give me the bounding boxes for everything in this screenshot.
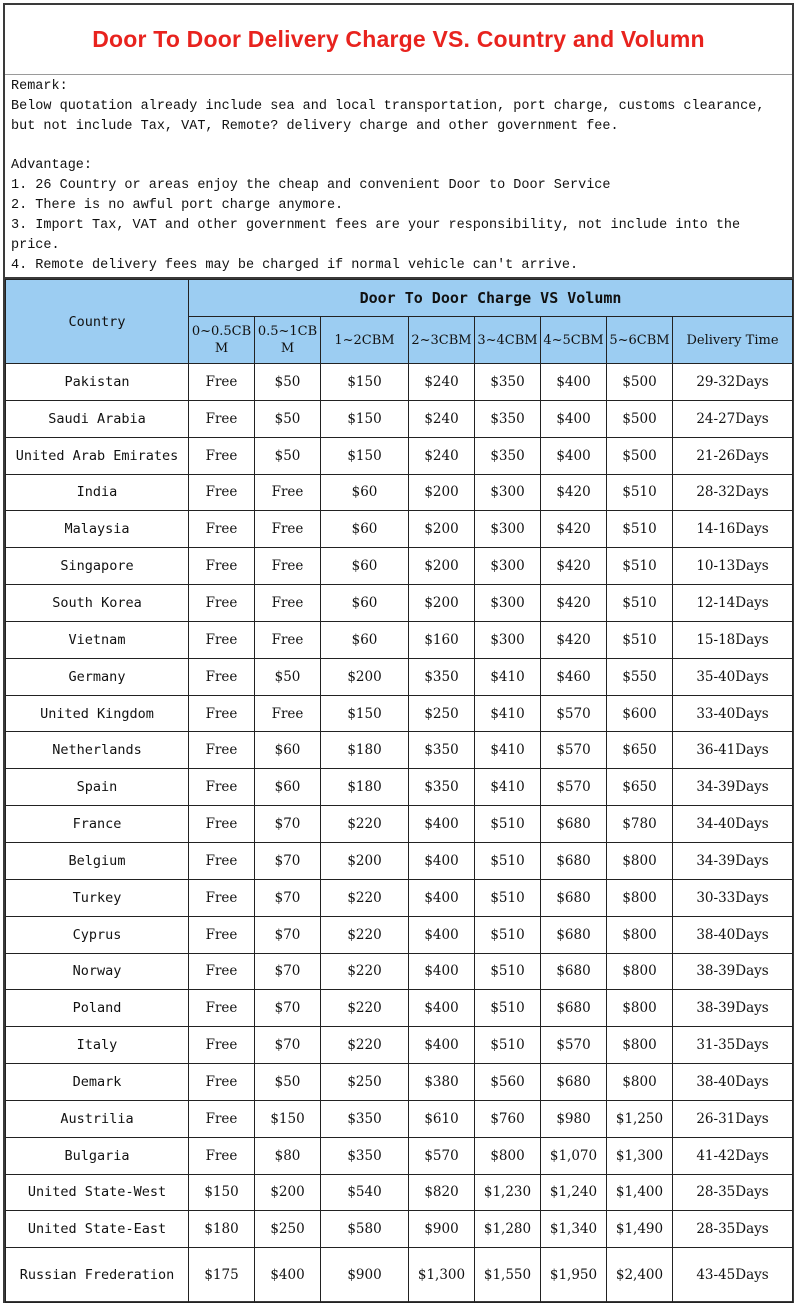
charge-cell: $70 bbox=[255, 990, 321, 1027]
table-row bbox=[6, 1027, 793, 1064]
charge-cell: $150 bbox=[321, 437, 409, 474]
charge-cell: $50 bbox=[255, 437, 321, 474]
delivery-time-cell: 24-27Days bbox=[673, 400, 793, 437]
country-header: Country bbox=[6, 280, 189, 364]
delivery-time-cell: 34-39Days bbox=[673, 769, 793, 806]
charge-cell: $250 bbox=[409, 695, 475, 732]
charge-cell: $1,250 bbox=[607, 1100, 673, 1137]
charge-cell: $60 bbox=[321, 548, 409, 585]
charge-cell: $510 bbox=[607, 621, 673, 658]
charge-cell: $500 bbox=[607, 400, 673, 437]
charge-cell: Free bbox=[189, 1027, 255, 1064]
charge-cell: $160 bbox=[409, 621, 475, 658]
charge-cell: $510 bbox=[475, 990, 541, 1027]
charge-cell: Free bbox=[255, 474, 321, 511]
country-cell: Bulgaria bbox=[6, 1137, 189, 1174]
delivery-time-cell: 21-26Days bbox=[673, 437, 793, 474]
charge-cell: Free bbox=[189, 658, 255, 695]
table-row bbox=[6, 1064, 793, 1101]
charge-cell: $200 bbox=[321, 658, 409, 695]
charge-cell: $150 bbox=[255, 1100, 321, 1137]
country-cell: United Arab Emirates bbox=[6, 437, 189, 474]
charge-cell: $80 bbox=[255, 1137, 321, 1174]
charge-cell: $400 bbox=[409, 842, 475, 879]
charge-cell: $510 bbox=[607, 585, 673, 622]
table-row bbox=[6, 842, 793, 879]
charge-cell: $560 bbox=[475, 1064, 541, 1101]
charge-cell: $200 bbox=[321, 842, 409, 879]
charge-cell: $420 bbox=[541, 621, 607, 658]
charge-cell: Free bbox=[189, 621, 255, 658]
country-cell: Netherlands bbox=[6, 732, 189, 769]
delivery-time-cell: 10-13Days bbox=[673, 548, 793, 585]
charge-cell: $1,950 bbox=[541, 1248, 607, 1303]
charge-cell: $150 bbox=[189, 1174, 255, 1211]
charge-cell: $800 bbox=[607, 990, 673, 1027]
charge-cell: $60 bbox=[321, 511, 409, 548]
charge-cell: $680 bbox=[541, 879, 607, 916]
charge-cell: $1,240 bbox=[541, 1174, 607, 1211]
charge-cell: Free bbox=[189, 990, 255, 1027]
table-row bbox=[6, 548, 793, 585]
charge-cell: Free bbox=[189, 1064, 255, 1101]
table-row bbox=[6, 695, 793, 732]
charge-cell: $680 bbox=[541, 1064, 607, 1101]
delivery-time-cell: 12-14Days bbox=[673, 585, 793, 622]
charge-cell: $60 bbox=[321, 474, 409, 511]
country-cell: Pakistan bbox=[6, 364, 189, 401]
charge-cell: $70 bbox=[255, 1027, 321, 1064]
charge-cell: $800 bbox=[607, 842, 673, 879]
charge-cell: $980 bbox=[541, 1100, 607, 1137]
charge-cell: $820 bbox=[409, 1174, 475, 1211]
charge-cell: $610 bbox=[409, 1100, 475, 1137]
charge-cell: Free bbox=[189, 879, 255, 916]
charge-cell: $220 bbox=[321, 879, 409, 916]
charge-cell: $570 bbox=[409, 1137, 475, 1174]
charge-cell: $50 bbox=[255, 658, 321, 695]
delivery-time-cell: 28-35Days bbox=[673, 1211, 793, 1248]
charge-cell: $400 bbox=[541, 400, 607, 437]
charge-cell: $60 bbox=[321, 585, 409, 622]
advantage-label: Advantage: bbox=[11, 158, 93, 173]
charge-cell: $300 bbox=[475, 621, 541, 658]
charge-cell: $60 bbox=[255, 769, 321, 806]
charge-cell: $540 bbox=[321, 1174, 409, 1211]
charge-cell: $400 bbox=[409, 879, 475, 916]
charge-cell: $510 bbox=[607, 511, 673, 548]
advantage-line: price. bbox=[11, 238, 60, 253]
country-cell: Turkey bbox=[6, 879, 189, 916]
delivery-time-cell: 38-40Days bbox=[673, 1064, 793, 1101]
charge-cell: $220 bbox=[321, 990, 409, 1027]
charge-cell: $200 bbox=[409, 548, 475, 585]
country-cell: France bbox=[6, 806, 189, 843]
charge-cell: $570 bbox=[541, 695, 607, 732]
charge-cell: $150 bbox=[321, 400, 409, 437]
table-row bbox=[6, 769, 793, 806]
country-cell: Norway bbox=[6, 953, 189, 990]
charge-cell: Free bbox=[189, 806, 255, 843]
charge-cell: $410 bbox=[475, 732, 541, 769]
table-row bbox=[6, 1211, 793, 1248]
delivery-time-cell: 34-40Days bbox=[673, 806, 793, 843]
charge-cell: $680 bbox=[541, 806, 607, 843]
charge-cell: $1,550 bbox=[475, 1248, 541, 1303]
country-cell: India bbox=[6, 474, 189, 511]
charge-cell: $780 bbox=[607, 806, 673, 843]
charge-cell: $240 bbox=[409, 437, 475, 474]
charge-cell: $500 bbox=[607, 364, 673, 401]
charge-cell: $240 bbox=[409, 400, 475, 437]
charge-cell: Free bbox=[189, 842, 255, 879]
table-row bbox=[6, 364, 793, 401]
charge-cell: Free bbox=[189, 916, 255, 953]
table-row bbox=[6, 437, 793, 474]
charge-cell: $400 bbox=[409, 806, 475, 843]
charge-cell: $580 bbox=[321, 1211, 409, 1248]
charge-cell: $600 bbox=[607, 695, 673, 732]
delivery-time-cell: 38-40Days bbox=[673, 916, 793, 953]
country-cell: South Korea bbox=[6, 585, 189, 622]
charge-cell: $180 bbox=[189, 1211, 255, 1248]
country-cell: Russian Frederation bbox=[6, 1248, 189, 1303]
charge-cell: $1,300 bbox=[607, 1137, 673, 1174]
charge-cell: $1,400 bbox=[607, 1174, 673, 1211]
charge-cell: $380 bbox=[409, 1064, 475, 1101]
charge-cell: $200 bbox=[409, 474, 475, 511]
charge-cell: $510 bbox=[475, 916, 541, 953]
charge-cell: $350 bbox=[475, 400, 541, 437]
charge-cell: $350 bbox=[475, 364, 541, 401]
charge-cell: Free bbox=[255, 585, 321, 622]
charge-cell: $800 bbox=[607, 1027, 673, 1064]
table-row bbox=[6, 879, 793, 916]
charge-cell: $680 bbox=[541, 842, 607, 879]
charge-cell: $2,400 bbox=[607, 1248, 673, 1303]
charge-cell: $1,070 bbox=[541, 1137, 607, 1174]
charge-cell: $60 bbox=[255, 732, 321, 769]
country-cell: United Kingdom bbox=[6, 695, 189, 732]
charge-cell: $200 bbox=[255, 1174, 321, 1211]
charge-cell: $150 bbox=[321, 695, 409, 732]
charge-cell: $350 bbox=[409, 769, 475, 806]
charge-cell: $200 bbox=[409, 585, 475, 622]
advantage-line: 1. 26 Country or areas enjoy the cheap and convenient Door to Door Service bbox=[11, 178, 611, 193]
charge-cell: $180 bbox=[321, 769, 409, 806]
country-cell: United State-West bbox=[6, 1174, 189, 1211]
charge-cell: $300 bbox=[475, 474, 541, 511]
charge-cell: $1,490 bbox=[607, 1211, 673, 1248]
charge-cell: Free bbox=[189, 732, 255, 769]
delivery-time-cell: 15-18Days bbox=[673, 621, 793, 658]
charge-cell: Free bbox=[189, 953, 255, 990]
remark-line: but not include Tax, VAT, Remote? delivery charge and other government fee. bbox=[11, 119, 619, 134]
charge-cell: $760 bbox=[475, 1100, 541, 1137]
charge-cell: $420 bbox=[541, 585, 607, 622]
charge-cell: $570 bbox=[541, 732, 607, 769]
table-row bbox=[6, 511, 793, 548]
charge-cell: $400 bbox=[409, 916, 475, 953]
charge-cell: $70 bbox=[255, 916, 321, 953]
charge-cell: $900 bbox=[409, 1211, 475, 1248]
charge-cell: $150 bbox=[321, 364, 409, 401]
charge-cell: $60 bbox=[321, 621, 409, 658]
charge-cell: Free bbox=[189, 474, 255, 511]
table-row bbox=[6, 658, 793, 695]
charge-cell: $350 bbox=[475, 437, 541, 474]
charge-cell: $220 bbox=[321, 806, 409, 843]
charge-cell: $70 bbox=[255, 806, 321, 843]
title-box bbox=[5, 5, 792, 75]
charge-cell: $300 bbox=[475, 585, 541, 622]
charge-cell: $500 bbox=[607, 437, 673, 474]
charge-cell: $300 bbox=[475, 548, 541, 585]
table-row bbox=[6, 990, 793, 1027]
charge-cell: $800 bbox=[607, 953, 673, 990]
charge-cell: $800 bbox=[607, 879, 673, 916]
country-cell: Belgium bbox=[6, 842, 189, 879]
charge-cell: $680 bbox=[541, 953, 607, 990]
column-header: 5~6CBM bbox=[607, 317, 673, 364]
advantage-line: 4. Remote delivery fees may be charged if normal vehicle can't arrive. bbox=[11, 258, 579, 273]
column-header: 3~4CBM bbox=[475, 317, 541, 364]
charge-cell: $510 bbox=[607, 474, 673, 511]
delivery-time-cell: 26-31Days bbox=[673, 1100, 793, 1137]
charge-cell: $570 bbox=[541, 769, 607, 806]
charge-cell: $70 bbox=[255, 953, 321, 990]
delivery-time-cell: 28-35Days bbox=[673, 1174, 793, 1211]
delivery-time-cell: 35-40Days bbox=[673, 658, 793, 695]
charge-cell: $510 bbox=[475, 1027, 541, 1064]
charge-cell: $410 bbox=[475, 658, 541, 695]
delivery-time-cell: 38-39Days bbox=[673, 953, 793, 990]
charge-cell: $420 bbox=[541, 511, 607, 548]
charge-cell: $550 bbox=[607, 658, 673, 695]
charge-cell: $800 bbox=[475, 1137, 541, 1174]
table-row bbox=[6, 585, 793, 622]
page-title: Door To Door Delivery Charge VS. Country and Volumn bbox=[92, 26, 705, 52]
country-cell: Singapore bbox=[6, 548, 189, 585]
delivery-time-cell: 30-33Days bbox=[673, 879, 793, 916]
country-cell: Spain bbox=[6, 769, 189, 806]
notes-section bbox=[5, 75, 792, 279]
charge-cell: $180 bbox=[321, 732, 409, 769]
country-cell: Austrilia bbox=[6, 1100, 189, 1137]
remark-line: Below quotation already include sea and local transportation, port charge, customs clearance, bbox=[11, 99, 765, 114]
country-cell: Malaysia bbox=[6, 511, 189, 548]
charge-cell: Free bbox=[189, 511, 255, 548]
charge-cell: Free bbox=[189, 1137, 255, 1174]
country-cell: Saudi Arabia bbox=[6, 400, 189, 437]
advantage-line: 2. There is no awful port charge anymore. bbox=[11, 198, 344, 213]
country-cell: Poland bbox=[6, 990, 189, 1027]
charge-cell: $50 bbox=[255, 364, 321, 401]
charge-cell: $1,230 bbox=[475, 1174, 541, 1211]
charge-cell: $220 bbox=[321, 916, 409, 953]
delivery-time-cell: 14-16Days bbox=[673, 511, 793, 548]
charge-cell: $680 bbox=[541, 916, 607, 953]
charge-cell: $460 bbox=[541, 658, 607, 695]
charge-cell: $400 bbox=[255, 1248, 321, 1303]
delivery-time-cell: 33-40Days bbox=[673, 695, 793, 732]
table-row bbox=[6, 1248, 793, 1303]
charge-cell: $1,280 bbox=[475, 1211, 541, 1248]
remark-label: Remark: bbox=[11, 79, 68, 94]
charge-cell: Free bbox=[255, 511, 321, 548]
country-cell: Vietnam bbox=[6, 621, 189, 658]
charge-cell: $350 bbox=[409, 732, 475, 769]
charge-cell: $240 bbox=[409, 364, 475, 401]
country-cell: Cyprus bbox=[6, 916, 189, 953]
charge-cell: $350 bbox=[321, 1137, 409, 1174]
charge-cell: $250 bbox=[321, 1064, 409, 1101]
advantage-line: 3. Import Tax, VAT and other government fees are your responsibility, not include into the bbox=[11, 218, 741, 233]
country-cell: United State-East bbox=[6, 1211, 189, 1248]
charge-cell: Free bbox=[255, 621, 321, 658]
charge-cell: $50 bbox=[255, 400, 321, 437]
charge-cell: Free bbox=[189, 1100, 255, 1137]
charge-cell: Free bbox=[189, 437, 255, 474]
charge-cell: $220 bbox=[321, 953, 409, 990]
charge-cell: $680 bbox=[541, 990, 607, 1027]
charge-cell: Free bbox=[189, 400, 255, 437]
column-header: 1~2CBM bbox=[321, 317, 409, 364]
table-row bbox=[6, 1100, 793, 1137]
charge-cell: $400 bbox=[541, 437, 607, 474]
table-row bbox=[6, 953, 793, 990]
delivery-time-cell: 31-35Days bbox=[673, 1027, 793, 1064]
table-row bbox=[6, 400, 793, 437]
delivery-time-cell: 43-45Days bbox=[673, 1248, 793, 1303]
delivery-charge-sheet bbox=[3, 3, 794, 1303]
column-header: 4~5CBM bbox=[541, 317, 607, 364]
charge-cell: $400 bbox=[541, 364, 607, 401]
delivery-time-cell: 29-32Days bbox=[673, 364, 793, 401]
charge-cell: $800 bbox=[607, 916, 673, 953]
charge-table bbox=[5, 279, 793, 1303]
charge-cell: $650 bbox=[607, 732, 673, 769]
charge-cell: $200 bbox=[409, 511, 475, 548]
charge-cell: $400 bbox=[409, 1027, 475, 1064]
charge-cell: Free bbox=[189, 769, 255, 806]
charge-cell: Free bbox=[255, 695, 321, 732]
table-row bbox=[6, 916, 793, 953]
charge-cell: Free bbox=[189, 548, 255, 585]
charge-cell: $420 bbox=[541, 548, 607, 585]
charge-cell: $175 bbox=[189, 1248, 255, 1303]
charge-cell: $70 bbox=[255, 879, 321, 916]
country-cell: Italy bbox=[6, 1027, 189, 1064]
charge-cell: $410 bbox=[475, 695, 541, 732]
charge-cell: $220 bbox=[321, 1027, 409, 1064]
charge-cell: $350 bbox=[321, 1100, 409, 1137]
charge-cell: $420 bbox=[541, 474, 607, 511]
charge-cell: $250 bbox=[255, 1211, 321, 1248]
delivery-time-cell: 28-32Days bbox=[673, 474, 793, 511]
column-header: 0.5~1CB M bbox=[255, 317, 321, 364]
charge-cell: $510 bbox=[475, 842, 541, 879]
charge-cell: $1,340 bbox=[541, 1211, 607, 1248]
country-cell: Demark bbox=[6, 1064, 189, 1101]
charge-cell: Free bbox=[189, 364, 255, 401]
delivery-time-cell: 36-41Days bbox=[673, 732, 793, 769]
charge-cell: $650 bbox=[607, 769, 673, 806]
charge-cell: $1,300 bbox=[409, 1248, 475, 1303]
charge-cell: $350 bbox=[409, 658, 475, 695]
charge-cell: $410 bbox=[475, 769, 541, 806]
charge-cell: Free bbox=[255, 548, 321, 585]
charge-cell: $400 bbox=[409, 953, 475, 990]
delivery-time-cell: 38-39Days bbox=[673, 990, 793, 1027]
charge-cell: $70 bbox=[255, 842, 321, 879]
charge-cell: $510 bbox=[607, 548, 673, 585]
column-header: 2~3CBM bbox=[409, 317, 475, 364]
delivery-time-cell: 34-39Days bbox=[673, 842, 793, 879]
charge-cell: $510 bbox=[475, 806, 541, 843]
charge-cell: $510 bbox=[475, 953, 541, 990]
table-row bbox=[6, 621, 793, 658]
charge-cell: $800 bbox=[607, 1064, 673, 1101]
charge-cell: $300 bbox=[475, 511, 541, 548]
charge-cell: $900 bbox=[321, 1248, 409, 1303]
table-row bbox=[6, 806, 793, 843]
table-row bbox=[6, 1137, 793, 1174]
delivery-time-cell: 41-42Days bbox=[673, 1137, 793, 1174]
country-cell: Germany bbox=[6, 658, 189, 695]
group-header: Door To Door Charge VS Volumn bbox=[189, 280, 793, 317]
charge-cell: $50 bbox=[255, 1064, 321, 1101]
charge-cell: $400 bbox=[409, 990, 475, 1027]
charge-cell: Free bbox=[189, 585, 255, 622]
column-header: Delivery Time bbox=[673, 317, 793, 364]
table-row bbox=[6, 1174, 793, 1211]
charge-cell: Free bbox=[189, 695, 255, 732]
charge-cell: $510 bbox=[475, 879, 541, 916]
charge-cell: $570 bbox=[541, 1027, 607, 1064]
table-row bbox=[6, 474, 793, 511]
table-row bbox=[6, 732, 793, 769]
column-header: 0~0.5CB M bbox=[189, 317, 255, 364]
